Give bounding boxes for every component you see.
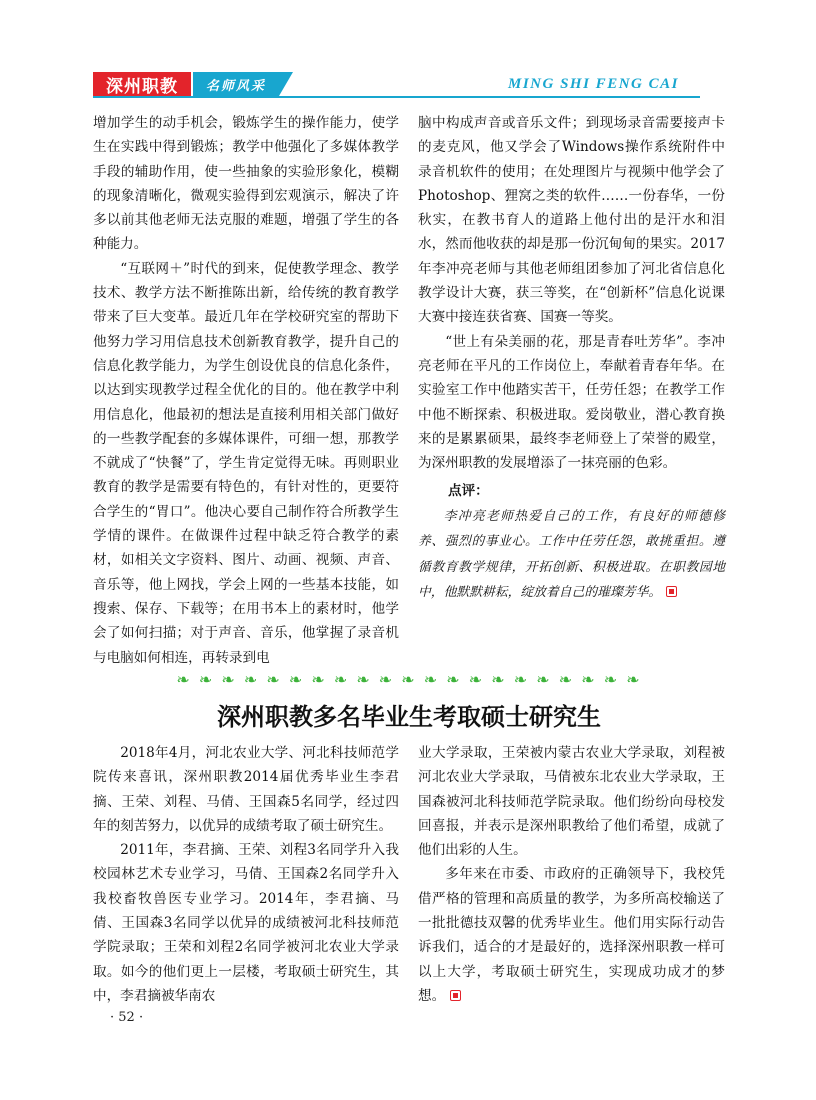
comment-label: 点评： — [448, 483, 489, 500]
end-mark-icon — [666, 586, 677, 597]
paragraph — [418, 862, 725, 1008]
page-header — [0, 0, 816, 100]
section-label: 名师风采 — [193, 72, 279, 96]
article1-column-right — [418, 111, 725, 606]
paragraph: “互联网＋”时代的到来，促使教学理念、教学技术、教学方法不断推陈出新，给传统的教育教学带来了巨大变革。最近几年在学校研究室的帮助下他努力学习用信息技术创新教育教学，提升自己的信息化教学能力，为学生创设优良的信息化条件，以达到实现教学过程全优化的目的。他在教学中利用信息化，他最初的想法是直接利用相关部门做好的一些教学配套的多媒体课件，可细一想，那教学不就成了“快餐”了，学生肯定觉得无味。再则职业教育的教学是需要有特色的，有针对性的，更要符合学生的“胃口”。他决心要自己制作符合所教学生学情的课件。在做课件过程中缺乏符合教学的素材，如相关文字资料、图片、动画、视频、声音、音乐等，他上网找，学会上网的一些基本技能，如搜索、保存、下载等；在用书本上的素材时，他学会了如何扫描；对于声音、音乐，他掌握了录音机与电脑如何相连，再转录到电 — [93, 260, 399, 666]
paragraph: “世上有朵美丽的花，那是青春吐芳华”。李冲亮老师在平凡的工作岗位上，奉献着青春年华。在实验室工作中他踏实苦干，任劳任怨；在教学工作中他不断探索、积极进取。爱岗敬业，潜心教育换来的是累累硕果，最终李老师登上了荣誉的殿堂，为深州职教的发展增添了一抹亮丽的色彩。 — [418, 333, 725, 472]
article1-column-left — [93, 111, 399, 670]
paragraph: 业大学录取，王荣被内蒙古农业大学录取，刘程被河北农业大学录取，马倩被东北农业大学录取，王国森被河北科技师范学院录取。他们纷纷向母校发回喜报，并表示是深州职教给了他们希望，成就了他们出彩的人生。 — [418, 745, 725, 859]
article2-title: 深州职教多名毕业生考取硕士研究生 — [217, 703, 601, 731]
paragraph: 增加学生的动手机会，锻炼学生的操作能力，使学生在实践中得到锻炼；教学中他强化了多媒体教学手段的辅助作用，使一些抽象的实验形象化，模糊的现象清晰化，微观实验得到宏观演示，解决了许多以前其他老师无法克服的难题，增强了学生的各种能力。 — [93, 115, 399, 253]
ornamental-divider: ❧ ❧ ❧ ❧ ❧ ❧ ❧ ❧ ❧ ❧ ❧ ❧ ❧ ❧ ❧ ❧ ❧ ❧ ❧ ❧ ❧ — [176, 670, 642, 689]
paragraph: 脑中构成声音或音乐文件；到现场录音需要接声卡的麦克风，他又学会了Windows操作系统附件中录音机软件的使用；在处理图片与视频中他学会了Photoshop、狸窝之类的软件……一份春华，一份秋实，在教书育人的道路上他付出的是汗水和泪水，然而他收获的却是那一份沉甸甸的果实。2017年李冲亮老师与其他老师组团参加了河北省信息化教学设计大赛，获三等奖，在“创新杯”信息化说课大赛中接连获省赛、国赛一等奖。 — [418, 115, 725, 326]
header-rule — [93, 96, 700, 98]
paragraph: 2018年4月，河北农业大学、河北科技师范学院传来喜讯，深州职教2014届优秀毕业生李君摘、王荣、刘程、马倩、王国森5名同学，经过四年的刻苦努力，以优异的成绩考取了硕士研究生。 — [93, 745, 399, 834]
comment-body: 李冲亮老师热爱自己的工作，有良好的师德修养、强烈的事业心。工作中任劳任怨，敢挑重担。遵循教育教学规律，开拓创新、积极进取。在职教园地中，他默默耕耘，绽放着自己的璀璨芳华。 — [418, 508, 725, 601]
comment-text — [418, 504, 725, 606]
section-english-label: MING SHI FENG CAI — [508, 76, 679, 92]
page-number: · 52 · — [110, 1010, 144, 1025]
article2-column-left — [93, 741, 399, 1008]
magazine-logo: 深州职教 — [93, 72, 191, 96]
paragraph: 2011年，李君摘、王荣、刘程3名同学升入我校园林艺术专业学习，马倩、王国森2名同学升入我校畜牧兽医专业学习。2014年，李君摘、马倩、王国森3名同学以优异的成绩被河北科技师范学院录取；王荣和刘程2名同学被河北农业大学录取。如今的他们更上一层楼，考取硕士研究生，其中，李君摘被华南农 — [93, 842, 399, 1004]
end-mark-icon — [450, 990, 461, 1001]
article2-column-right — [418, 741, 725, 1008]
header-slant-decoration — [279, 72, 293, 96]
paragraph-text: 多年来在市委、市政府的正确领导下，我校凭借严格的管理和高质量的教学，为多所高校输送了一批批德技双馨的优秀毕业生。他们用实际行动告诉我们，适合的才是最好的，选择深州职教一样可以上大学，考取硕士研究生，实现成功成才的梦想。 — [418, 866, 725, 1004]
